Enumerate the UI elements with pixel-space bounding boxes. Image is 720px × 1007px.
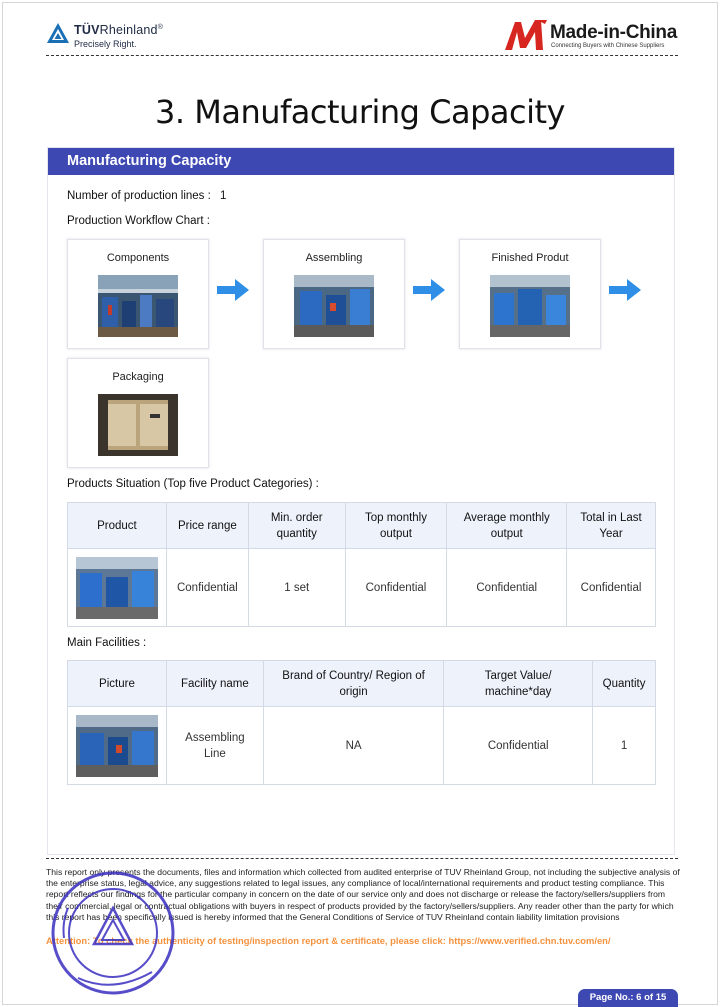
col-target-value: Target Value/ machine*day xyxy=(444,661,593,707)
panel-title: Manufacturing Capacity xyxy=(67,153,232,169)
workflow-step-finished-product xyxy=(459,239,601,349)
col-min-order: Min. order quantity xyxy=(248,503,345,549)
tuv-rheinland-logo xyxy=(46,20,186,54)
col-picture: Picture xyxy=(68,661,167,707)
tuv-brand-name: TÜVRheinland® xyxy=(74,23,164,37)
table-row xyxy=(68,549,656,627)
col-price-range: Price range xyxy=(166,503,248,549)
avg-monthly-cell: Confidential xyxy=(447,549,567,627)
table-header-row xyxy=(68,661,656,707)
col-facility-name: Facility name xyxy=(166,661,263,707)
product-photo-cell xyxy=(68,549,167,627)
col-brand-origin: Brand of Country/ Region of origin xyxy=(263,661,443,707)
quantity-cell: 1 xyxy=(593,707,656,785)
made-in-china-mark-icon xyxy=(505,18,547,50)
top-monthly-cell: Confidential xyxy=(345,549,447,627)
col-product: Product xyxy=(68,503,167,549)
facility-photo-cell xyxy=(68,707,167,785)
production-lines-label: Number of production lines : 1 xyxy=(67,190,227,202)
col-quantity: Quantity xyxy=(593,661,656,707)
target-value-cell: Confidential xyxy=(444,707,593,785)
workflow-label: Production Workflow Chart : xyxy=(67,215,210,227)
tuv-tagline: Precisely Right. xyxy=(74,39,137,49)
col-total-last-year: Total in Last Year xyxy=(567,503,656,549)
facility-name-cell: Assembling Line xyxy=(166,707,263,785)
main-facilities-label: Main Facilities : xyxy=(67,637,147,649)
made-in-china-logo xyxy=(505,18,680,54)
assembling-photo xyxy=(294,275,374,337)
workflow-step-assembling xyxy=(263,239,405,349)
table-header-row xyxy=(68,503,656,549)
manufacturing-capacity-panel xyxy=(47,147,675,855)
workflow-step-components xyxy=(67,239,209,349)
page-number: Page No.: 6 of 15 xyxy=(578,989,678,1007)
workflow-step-label: Components xyxy=(106,252,170,264)
arrow-right-icon xyxy=(609,279,641,301)
arrow-right-icon xyxy=(413,279,445,301)
workflow-step-label: Packaging xyxy=(112,371,164,383)
workflow-step-label: Assembling xyxy=(305,252,363,264)
made-in-china-tagline: Connecting Buyers with Chinese Suppliers xyxy=(551,43,665,49)
finished-product-photo xyxy=(490,275,570,337)
col-top-monthly: Top monthly output xyxy=(345,503,447,549)
workflow-step-label: Finished Produt xyxy=(491,252,569,264)
footer-divider xyxy=(46,858,678,859)
tuv-triangle-icon xyxy=(46,22,70,44)
assessment-service-stamp-icon xyxy=(48,868,178,998)
made-in-china-name: Made-in-China xyxy=(550,22,677,43)
components-photo xyxy=(98,275,178,337)
authenticity-notice[interactable]: Attention: To check the authenticity of testing/inspection report & certificate, please click: https://www.verified.chn.tuv.com/en/ xyxy=(46,935,611,946)
production-lines-value: 1 xyxy=(220,190,227,202)
products-table xyxy=(67,502,656,627)
table-row xyxy=(68,707,656,785)
brand-origin-cell: NA xyxy=(263,707,443,785)
product-photo xyxy=(76,557,158,619)
packaging-photo xyxy=(98,394,178,456)
page-title: 3. Manufacturing Capacity xyxy=(155,93,565,131)
col-avg-monthly: Average monthly output xyxy=(447,503,567,549)
price-range-cell: Confidential xyxy=(166,549,248,627)
disclaimer-text: This report only presents the documents, files and information which collected from audited enterprise of TUV Rheinland Group, not including the subjective analysis of the enterprise status, legal advice, any suggestions related to legal issues, any compliance of local/international requirements and product testing compliance. This report reflects our findings for the particular company in concern on the date of our service only and does not discharge or release the factory/sellers/suppliers from their commercial, legal or contractual obligations with buyers in respect of products provided by the factory/sellers/suppliers. Any reader other than the party for which this report has been specifically issued is hereby informed that the General Conditions of Service of TUV Rheinland contain liability limitation provisions xyxy=(46,867,680,922)
total-last-year-cell: Confidential xyxy=(567,549,656,627)
panel-header xyxy=(48,148,674,175)
arrow-right-icon xyxy=(217,279,249,301)
workflow-step-packaging xyxy=(67,358,209,468)
min-order-cell: 1 set xyxy=(248,549,345,627)
products-situation-label: Products Situation (Top five Product Categories) : xyxy=(67,478,319,490)
header-divider xyxy=(46,55,678,56)
facilities-table xyxy=(67,660,656,785)
facility-photo xyxy=(76,715,158,777)
